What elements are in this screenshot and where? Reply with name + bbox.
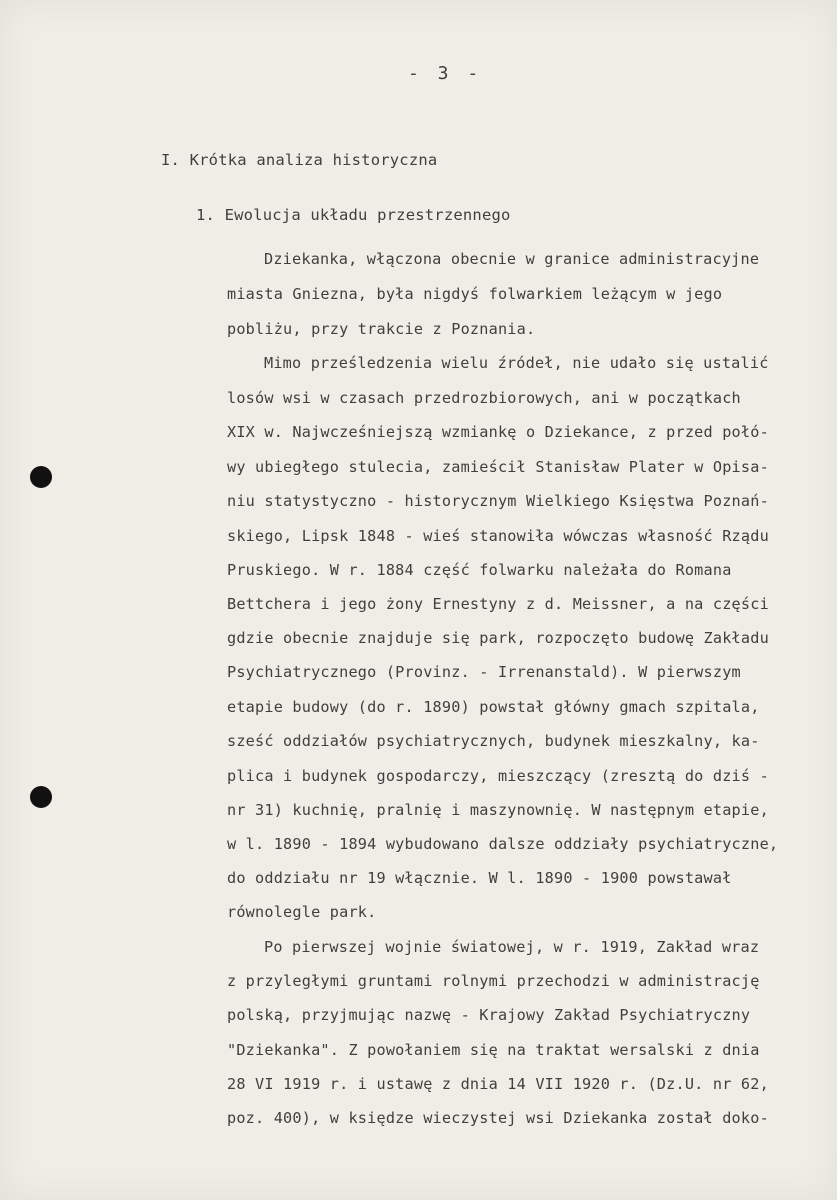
subsection-heading: 1. Ewolucja układu przestrzennego: [196, 206, 511, 224]
text-line: niu statystyczno - historycznym Wielkiego Księstwa Poznań-: [227, 492, 769, 510]
text-line: w l. 1890 - 1894 wybudowano dalsze oddziały psychiatryczne,: [227, 835, 779, 853]
text-line: wy ubiegłego stulecia, zamieścił Stanisław Plater w Opisa-: [227, 458, 769, 476]
text-line: Psychiatrycznego (Provinz. - Irrenanstald). W pierwszym: [227, 663, 741, 681]
text-line: 28 VI 1919 r. i ustawę z dnia 14 VII 1920 r. (Dz.U. nr 62,: [227, 1075, 769, 1093]
text-line: "Dziekanka". Z powołaniem się na traktat wersalski z dnia: [227, 1041, 760, 1059]
text-line: losów wsi w czasach przedrozbiorowych, ani w początkach: [227, 389, 741, 407]
text-line: Bettchera i jego żony Ernestyny z d. Meissner, a na części: [227, 595, 769, 613]
text-line: Pruskiego. W r. 1884 część folwarku należała do Romana: [227, 561, 732, 579]
text-line: plica i budynek gospodarczy, mieszczący (zresztą do dziś -: [227, 767, 769, 785]
page-number: - 3 -: [408, 63, 483, 84]
text-line: do oddziału nr 19 włącznie. W l. 1890 - 1900 powstawał: [227, 869, 732, 887]
text-line: nr 31) kuchnię, pralnię i maszynownię. W następnym etapie,: [227, 801, 769, 819]
text-line: skiego, Lipsk 1848 - wieś stanowiła wówczas własność Rządu: [227, 527, 769, 545]
section-heading: I. Krótka analiza historyczna: [161, 151, 438, 169]
text-line: gdzie obecnie znajduje się park, rozpoczęto budowę Zakładu: [227, 629, 769, 647]
text-line: Mimo prześledzenia wielu źródeł, nie udało się ustalić: [264, 354, 769, 372]
punch-hole-upper: [30, 466, 52, 488]
text-line: równolegle park.: [227, 903, 377, 921]
text-line: polską, przyjmując nazwę - Krajowy Zakład Psychiatryczny: [227, 1006, 751, 1024]
text-line: miasta Gniezna, była nigdyś folwarkiem leżącym w jego: [227, 285, 723, 303]
text-line: etapie budowy (do r. 1890) powstał główny gmach szpitala,: [227, 698, 760, 716]
text-line: Dziekanka, włączona obecnie w granice administracyjne: [264, 250, 760, 268]
text-line: pobliżu, przy trakcie z Poznania.: [227, 320, 536, 338]
text-line: z przyległymi gruntami rolnymi przechodzi w administrację: [227, 972, 760, 990]
text-line: XIX w. Najwcześniejszą wzmiankę o Dziekance, z przed połó-: [227, 423, 769, 441]
punch-hole-lower: [30, 786, 52, 808]
text-line: Po pierwszej wojnie światowej, w r. 1919, Zakład wraz: [264, 938, 760, 956]
text-line: poz. 400), w księdze wieczystej wsi Dziekanka został doko-: [227, 1109, 769, 1127]
text-line: sześć oddziałów psychiatrycznych, budynek mieszkalny, ka-: [227, 732, 760, 750]
